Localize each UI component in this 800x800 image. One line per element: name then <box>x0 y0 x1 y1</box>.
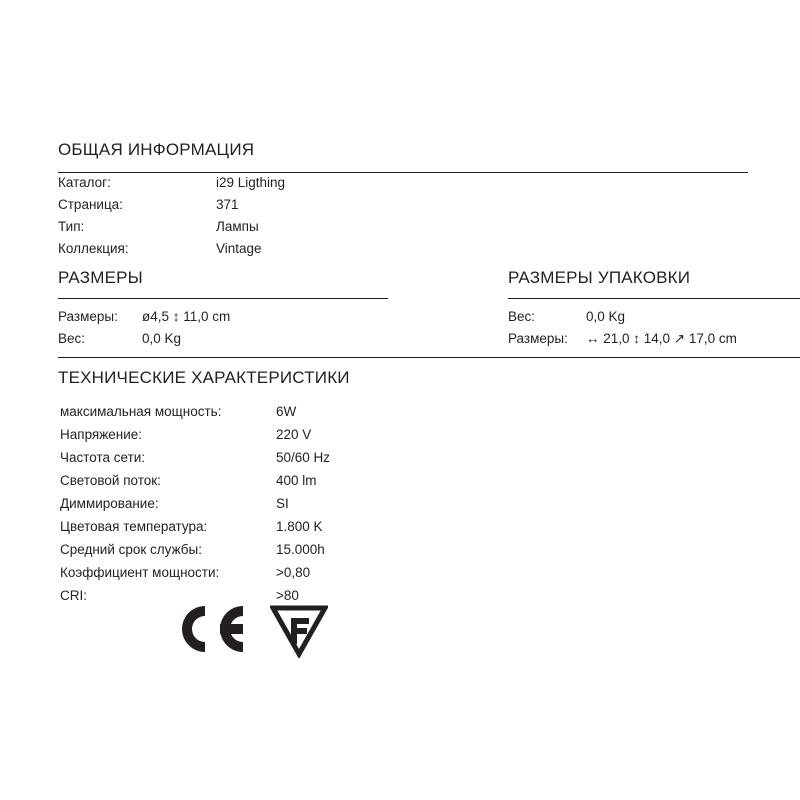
table-row <box>58 239 285 261</box>
dimensions-title: РАЗМЕРЫ <box>58 268 143 287</box>
row-label: максимальная мощность: <box>60 404 222 419</box>
row-value: 0,0 Kg <box>586 309 626 324</box>
ce-mark-icon <box>175 602 247 656</box>
row-value: 15.000h <box>276 542 325 557</box>
f-in-triangle-mark-icon <box>270 604 328 658</box>
row-label: Размеры: <box>508 331 568 346</box>
technical-characteristics-title: ТЕХНИЧЕСКИЕ ХАРАКТЕРИСТИКИ <box>58 368 350 387</box>
table-row <box>60 448 330 471</box>
table-row <box>60 563 330 586</box>
row-value: SI <box>276 496 289 511</box>
row-value: Лампы <box>216 219 259 234</box>
table-row <box>58 195 285 217</box>
table-row <box>60 540 330 563</box>
row-value: >0,80 <box>276 565 311 580</box>
table-row <box>60 471 330 494</box>
section-divider <box>58 357 800 358</box>
package-dimensions-title: РАЗМЕРЫ УПАКОВКИ <box>508 268 691 287</box>
row-value: 1.800 K <box>276 519 323 534</box>
dimensions-section <box>58 268 388 351</box>
table-row <box>58 173 285 195</box>
table-row <box>60 402 330 425</box>
general-information-table <box>58 173 285 261</box>
row-value: 50/60 Hz <box>276 450 331 465</box>
row-value: 400 lm <box>276 473 317 488</box>
row-value: ↔ 21,0 ↕ 14,0 ↗ 17,0 cm <box>586 331 737 346</box>
row-value: 0,0 Kg <box>142 331 182 346</box>
row-label: Коэффициент мощности: <box>60 565 220 580</box>
table-row <box>58 329 230 351</box>
package-dimensions-divider <box>508 298 800 299</box>
row-value: ø4,5 ↕ 11,0 cm <box>142 309 231 324</box>
row-label: CRI: <box>60 588 87 603</box>
row-label: Размеры: <box>58 309 118 324</box>
row-label: Частота сети: <box>60 450 146 465</box>
general-information-title: ОБЩАЯ ИНФОРМАЦИЯ <box>58 140 255 159</box>
row-label: Тип: <box>58 219 85 234</box>
row-label: Цветовая температура: <box>60 519 208 534</box>
package-dimensions-table <box>508 307 737 351</box>
row-label: Напряжение: <box>60 427 143 442</box>
row-label: Коллекция: <box>58 241 129 256</box>
row-label: Вес: <box>508 309 536 324</box>
row-label: Средний срок службы: <box>60 542 202 557</box>
row-value: i29 Ligthing <box>216 175 286 190</box>
row-label: Диммирование: <box>60 496 159 511</box>
table-row <box>60 425 330 448</box>
table-row <box>60 494 330 517</box>
technical-characteristics-table <box>60 402 330 609</box>
table-row <box>60 517 330 540</box>
row-value: >80 <box>276 588 299 603</box>
dimensions-divider <box>58 298 388 299</box>
row-label: Вес: <box>58 331 86 346</box>
table-row <box>508 307 737 329</box>
row-label: Каталог: <box>58 175 111 190</box>
package-dimensions-section <box>508 268 800 351</box>
row-value: 6W <box>276 404 297 419</box>
row-label: Световой поток: <box>60 473 161 488</box>
row-value: Vintage <box>216 241 262 256</box>
table-row <box>508 329 737 351</box>
table-row <box>58 217 285 239</box>
general-information-section <box>58 140 748 261</box>
technical-characteristics-section <box>58 368 748 609</box>
row-value: 220 V <box>276 427 312 442</box>
row-value: 371 <box>216 197 239 212</box>
row-label: Страница: <box>58 197 123 212</box>
table-row <box>58 307 230 329</box>
dimensions-table <box>58 307 230 351</box>
